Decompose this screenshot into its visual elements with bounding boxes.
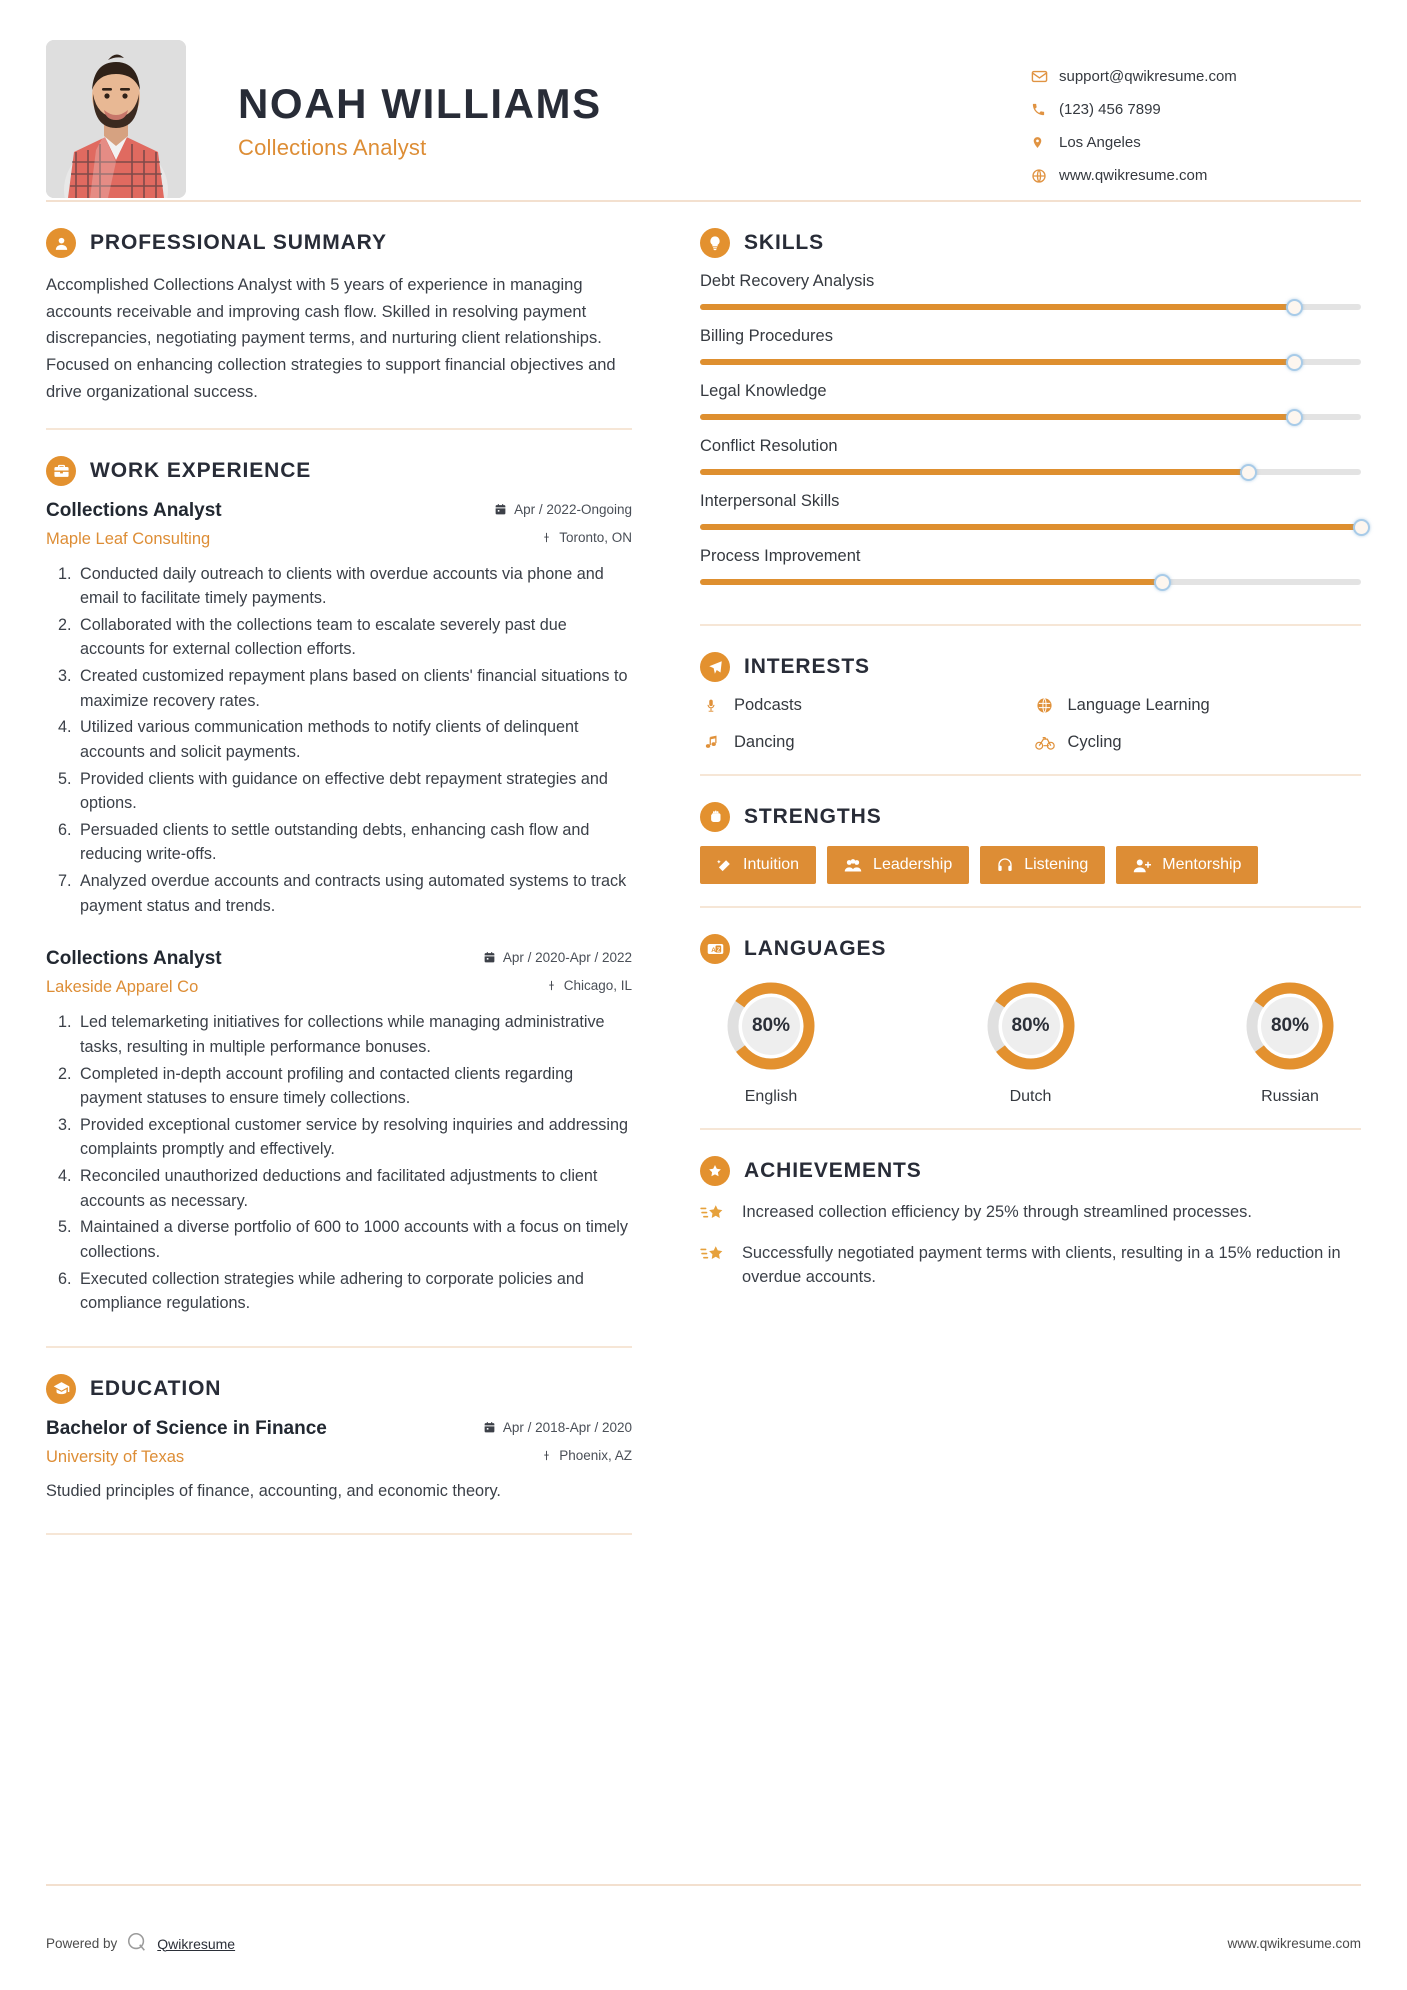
achievements-heading-row	[700, 1156, 1361, 1186]
strength-label: Mentorship	[1162, 856, 1242, 873]
candidate-job-title: Collections Analyst	[238, 135, 427, 161]
contact-location[interactable]	[1031, 126, 1361, 159]
skill-item	[700, 382, 1361, 420]
skill-slider[interactable]	[700, 469, 1361, 475]
resume-header	[46, 24, 1361, 200]
job-location	[541, 530, 632, 545]
job-bullet: 3. Provided exceptional customer service by resolving inquiries and addressing complaints promptly and effectively.	[76, 1113, 632, 1162]
section-strengths	[700, 776, 1361, 906]
headphones-icon	[997, 857, 1013, 873]
skill-label: Legal Knowledge	[700, 382, 827, 400]
shooting-star-icon	[700, 1200, 726, 1224]
education-dates	[483, 1420, 632, 1435]
languages-grid	[700, 978, 1361, 1106]
languages-heading: LANGUAGES	[744, 937, 887, 960]
skill-slider[interactable]	[700, 524, 1361, 530]
section-languages	[700, 908, 1361, 1128]
skill-knob[interactable]	[1154, 574, 1171, 591]
skill-fill	[700, 579, 1163, 585]
strengths-heading-row	[700, 802, 1361, 832]
interest-label: Dancing	[734, 733, 795, 751]
job-subheader-row	[46, 973, 632, 997]
lightbulb-icon	[700, 228, 730, 258]
education-description: Studied principles of finance, accounting, and economic theory.	[46, 1481, 501, 1500]
achievement-item	[700, 1200, 1361, 1225]
calendar-icon	[483, 951, 496, 964]
achievement-text: Increased collection efficiency by 25% through streamlined processes.	[742, 1203, 1252, 1221]
job-bullet: 2. Collaborated with the collections team to escalate severely past due accounts for external collection efforts.	[76, 613, 632, 662]
job-header-row	[46, 948, 632, 970]
contact-website-value: www.qwikresume.com	[1059, 167, 1208, 184]
education-heading-row	[46, 1374, 632, 1404]
users-group-icon	[844, 858, 862, 873]
education-location-value: Phoenix, AZ	[559, 1447, 632, 1463]
job-role: Collections Analyst	[46, 948, 222, 970]
skill-knob[interactable]	[1353, 519, 1370, 536]
paper-plane-icon	[700, 652, 730, 682]
skill-slider[interactable]	[700, 414, 1361, 420]
skill-slider[interactable]	[700, 579, 1361, 585]
profile-photo	[46, 40, 186, 198]
column-gap	[666, 202, 700, 1535]
skill-fill	[700, 469, 1249, 475]
footer-divider	[46, 1884, 1361, 1886]
section-achievements	[700, 1130, 1361, 1328]
summary-heading: PROFESSIONAL SUMMARY	[90, 231, 387, 254]
education-dates-value: Apr / 2018-Apr / 2020	[502, 1419, 632, 1435]
language-donut	[723, 978, 819, 1074]
interest-item	[1034, 733, 1362, 752]
phone-icon	[1031, 102, 1059, 117]
strength-tag[interactable]	[700, 846, 816, 884]
user-plus-icon	[1133, 858, 1151, 873]
interest-label: Language Learning	[1067, 696, 1210, 714]
job-bullet-list	[46, 1010, 632, 1316]
shooting-star-icon	[700, 1241, 726, 1265]
footer-website[interactable]: www.qwikresume.com	[1227, 1936, 1361, 1951]
left-column	[46, 202, 666, 1535]
skill-fill	[700, 414, 1295, 420]
job-role: Collections Analyst	[46, 499, 222, 521]
job-dates	[494, 502, 632, 517]
right-column	[700, 202, 1361, 1535]
name-block	[186, 40, 1031, 161]
microphone-icon	[700, 697, 722, 714]
section-skills	[700, 202, 1361, 624]
globe-icon	[1031, 168, 1059, 184]
language-label: Russian	[1261, 1088, 1319, 1105]
translate-icon	[700, 934, 730, 964]
job-dates-value: Apr / 2020-Apr / 2022	[502, 950, 632, 966]
section-interests	[700, 626, 1361, 774]
skill-label: Conflict Resolution	[700, 437, 838, 455]
footer-brand-block	[46, 1931, 235, 1956]
strength-label: Intuition	[743, 856, 800, 873]
summary-heading-row	[46, 228, 632, 258]
user-circle-icon	[46, 228, 76, 258]
skill-fill	[700, 304, 1295, 310]
fist-icon	[700, 802, 730, 832]
footer-brand-link[interactable]: Qwikresume	[157, 1935, 236, 1952]
summary-text: Accomplished Collections Analyst with 5 years of experience in managing accounts receivable and improving cash flow. Skilled in resolving payment discrepancies, negotiating payment terms, and nurturing client relationships. Focused on enhancing collection strategies to support financial objectives and drive organizational success.	[46, 276, 616, 401]
job-bullet: 2. Completed in-depth account profiling and contacted clients regarding payment statuses to ensure timely collections.	[76, 1062, 632, 1111]
strengths-heading: STRENGTHS	[744, 805, 882, 828]
interests-grid	[700, 696, 1361, 752]
education-header-row	[46, 1418, 632, 1440]
candidate-name: NOAH WILLIAMS	[238, 80, 602, 127]
contact-email[interactable]	[1031, 60, 1361, 93]
skill-label: Process Improvement	[700, 547, 861, 565]
education-degree: Bachelor of Science in Finance	[46, 1417, 327, 1439]
interest-item	[700, 696, 1028, 715]
skill-item	[700, 547, 1361, 585]
education-subheader-row	[46, 1443, 632, 1467]
strength-label: Listening	[1024, 856, 1089, 873]
skill-slider[interactable]	[700, 359, 1361, 365]
contact-location-value: Los Angeles	[1059, 134, 1141, 151]
job-bullet: 3. Created customized repayment plans based on clients' financial situations to maximize recovery rates.	[76, 664, 632, 713]
skill-item	[700, 327, 1361, 365]
graduation-cap-icon	[46, 1374, 76, 1404]
language-label: Dutch	[1009, 1088, 1052, 1105]
achievements-heading: ACHIEVEMENTS	[744, 1159, 922, 1182]
contact-list	[1031, 40, 1361, 192]
job-bullet: 1. Conducted daily outreach to clients with overdue accounts via phone and email to facilitate timely payments.	[76, 562, 632, 611]
language-item	[1225, 978, 1355, 1106]
skill-fill	[700, 524, 1361, 530]
interest-label: Podcasts	[734, 696, 802, 714]
interest-item	[1034, 696, 1362, 715]
skill-item	[700, 272, 1361, 310]
education-heading: EDUCATION	[90, 1376, 222, 1400]
job-subheader-row	[46, 525, 632, 549]
skills-heading: SKILLS	[744, 231, 825, 254]
achievement-text: Successfully negotiated payment terms with clients, resulting in a 15% reduction in overdue accounts.	[742, 1243, 1341, 1287]
magic-wand-icon	[717, 858, 732, 873]
job-bullet: 5. Provided clients with guidance on effective debt repayment strategies and options.	[76, 767, 632, 816]
job-dates	[483, 950, 632, 965]
job-bullet: 5. Maintained a diverse portfolio of 600 to 1000 accounts with a focus on timely collections.	[76, 1215, 632, 1264]
map-pin-icon	[1031, 134, 1059, 151]
languages-heading-row	[700, 934, 1361, 964]
pin-icon	[546, 979, 557, 992]
skills-heading-row	[700, 228, 1361, 258]
job-company: Lakeside Apparel Co	[46, 978, 199, 997]
skill-label: Billing Procedures	[700, 327, 833, 345]
job-company: Maple Leaf Consulting	[46, 529, 211, 548]
skill-knob[interactable]	[1286, 409, 1303, 426]
powered-by-label: Powered by	[46, 1936, 118, 1951]
education-item	[46, 1418, 632, 1503]
interest-label: Cycling	[1067, 733, 1122, 751]
skill-label: Interpersonal Skills	[700, 492, 840, 510]
language-percent: 80%	[1270, 1015, 1310, 1036]
job-location-value: Chicago, IL	[563, 978, 632, 994]
section-work-experience	[46, 430, 632, 1346]
email-icon	[1031, 68, 1059, 85]
contact-email-value: support@qwikresume.com	[1059, 68, 1237, 85]
education-location	[541, 1448, 632, 1463]
language-percent: 80%	[1011, 1015, 1050, 1036]
job-bullet-list	[46, 562, 632, 919]
language-item	[706, 978, 836, 1106]
strength-label: Leadership	[873, 856, 953, 873]
experience-item	[46, 948, 632, 1316]
section-education	[46, 1348, 632, 1533]
skill-knob[interactable]	[1286, 354, 1303, 371]
interest-item	[700, 733, 1028, 752]
job-bullet: 6. Persuaded clients to settle outstanding debts, enhancing cash flow and reducing write-offs.	[76, 818, 632, 867]
language-donut	[983, 978, 1079, 1074]
briefcase-icon	[46, 456, 76, 486]
achievement-item	[700, 1241, 1361, 1290]
skill-knob[interactable]	[1286, 299, 1303, 316]
job-location-value: Toronto, ON	[559, 529, 632, 545]
avatar-illustration	[46, 40, 186, 198]
language-donut	[1242, 978, 1338, 1074]
education-school: University of Texas	[46, 1447, 185, 1466]
skill-knob[interactable]	[1240, 464, 1257, 481]
calendar-icon	[483, 1421, 496, 1434]
strength-tag[interactable]	[1116, 846, 1258, 884]
skill-item	[700, 437, 1361, 475]
resume-body	[46, 202, 1361, 1535]
contact-phone-value: (123) 456 7899	[1059, 101, 1161, 118]
experience-heading: WORK EXPERIENCE	[90, 458, 312, 482]
strength-tag[interactable]	[980, 846, 1105, 884]
job-location	[546, 978, 632, 993]
interests-heading: INTERESTS	[744, 655, 870, 678]
job-bullet: 7. Analyzed overdue accounts and contracts using automated systems to track payment status and trends.	[76, 869, 632, 918]
education-divider	[46, 1533, 632, 1535]
experience-heading-row	[46, 456, 632, 486]
skill-label: Debt Recovery Analysis	[700, 272, 875, 290]
award-star-icon	[700, 1156, 730, 1186]
contact-website[interactable]	[1031, 159, 1361, 192]
job-bullet: 4. Utilized various communication methods to notify clients of delinquent accounts and solicit payments.	[76, 715, 632, 764]
calendar-icon	[494, 503, 507, 516]
skill-item	[700, 492, 1361, 530]
language-percent: 80%	[751, 1015, 791, 1036]
svg-text:Z: Z	[716, 947, 720, 954]
contact-phone[interactable]	[1031, 93, 1361, 126]
strength-tag[interactable]	[827, 846, 969, 884]
job-bullet: 4. Reconciled unauthorized deductions and facilitated adjustments to client accounts as necessary.	[76, 1164, 632, 1213]
language-label: English	[744, 1088, 798, 1105]
strengths-grid	[700, 846, 1361, 884]
section-professional-summary	[46, 202, 632, 428]
qwikresume-logo-icon	[126, 1931, 148, 1956]
resume-footer	[46, 1931, 1361, 1956]
interests-heading-row	[700, 652, 1361, 682]
job-bullet: 1. Led telemarketing initiatives for collections while managing administrative tasks, resulting in multiple performance bonuses.	[76, 1010, 632, 1059]
job-dates-value: Apr / 2022-Ongoing	[514, 501, 632, 517]
skill-slider[interactable]	[700, 304, 1361, 310]
job-header-row	[46, 500, 632, 522]
pin-icon	[541, 531, 552, 544]
job-bullet: 6. Executed collection strategies while adhering to corporate policies and compliance regulations.	[76, 1267, 632, 1316]
globe-icon	[1034, 697, 1056, 714]
svg-text:A: A	[710, 946, 716, 954]
experience-item	[46, 500, 632, 919]
skill-fill	[700, 359, 1295, 365]
pin-icon	[541, 1449, 552, 1462]
bicycle-icon	[1034, 735, 1056, 751]
language-item	[966, 978, 1096, 1106]
music-note-icon	[700, 734, 722, 751]
